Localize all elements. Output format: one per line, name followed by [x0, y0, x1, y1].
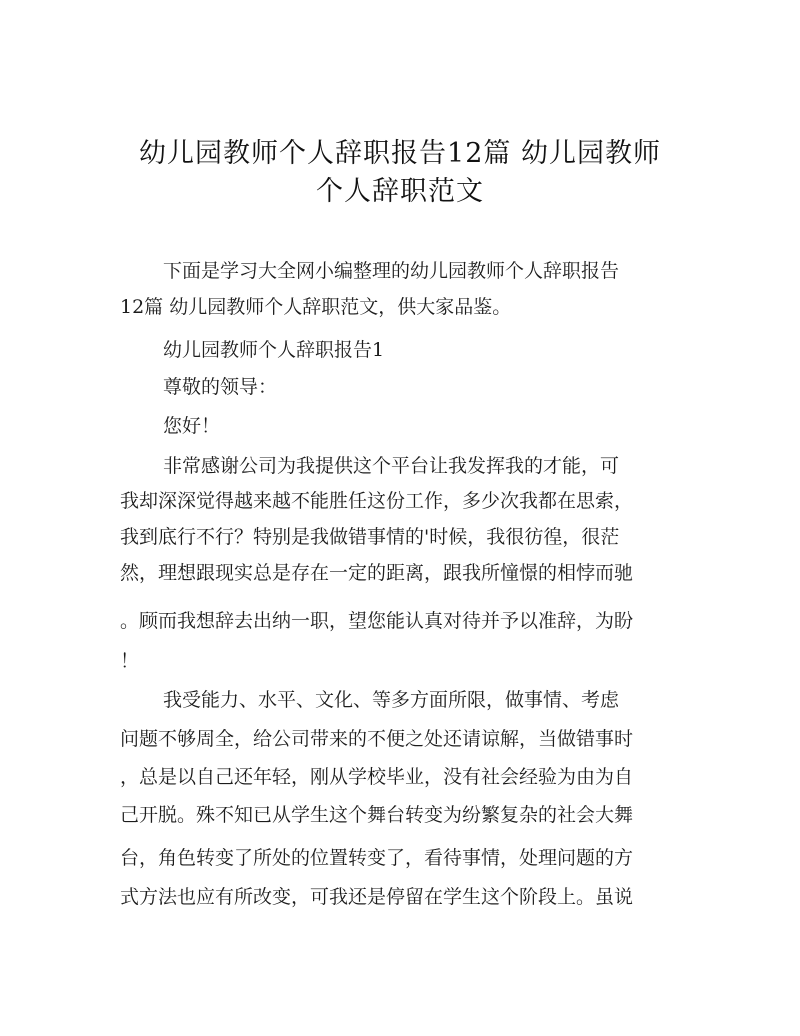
paragraph-1-line-1: 非常感谢公司为我提供这个平台让我发挥我的才能，可 — [163, 455, 620, 477]
paragraph-1-line-6: ！ — [120, 650, 140, 672]
salutation: 尊敬的领导： — [163, 376, 278, 398]
paragraph-2-line-1: 我受能力、水平、文化、等多方面所限，做事情、考虑 — [163, 689, 620, 711]
paragraph-2-line-3: ，总是以自己还年轻，刚从学校毕业，没有社会经验为由为自 — [120, 766, 634, 788]
paragraph-2-line-5: 台，角色转变了所处的位置转变了，看待事情，处理问题的方 — [120, 847, 634, 869]
paragraph-1-line-4: 然，理想跟现实总是存在一定的距离，跟我所憧憬的相悖而驰 — [120, 562, 634, 584]
intro-line-1: 下面是学习大全网小编整理的幼儿园教师个人辞职报告 — [163, 260, 620, 282]
document-title-line-2: 个人辞职范文 — [316, 176, 484, 207]
paragraph-2-line-2: 问题不够周全，给公司带来的不便之处还请谅解，当做错事时 — [120, 728, 634, 750]
section-heading: 幼儿园教师个人辞职报告1 — [163, 339, 385, 361]
paragraph-1-line-2: 我却深深觉得越来越不能胜任这份工作，多少次我都在思索， — [120, 490, 634, 512]
paragraph-2-line-4: 己开脱。殊不知已从学生这个舞台转变为纷繁复杂的社会大舞 — [120, 804, 634, 826]
paragraph-2-line-6: 式方法也应有所改变，可我还是停留在学生这个阶段上。虽说 — [120, 886, 634, 908]
intro-line-2: 12篇 幼儿园教师个人辞职范文，供大家品鉴。 — [120, 296, 512, 318]
greeting: 您好！ — [163, 415, 221, 437]
paragraph-1-line-5: 。顾而我想辞去出纳一职，望您能认真对待并予以准辞，为盼 — [120, 610, 634, 632]
paragraph-1-line-3: 我到底行不行？特别是我做错事情的'时候，我很彷徨，很茫 — [120, 526, 620, 548]
document-title-line-1: 幼儿园教师个人辞职报告12篇 幼儿园教师 — [139, 138, 661, 169]
